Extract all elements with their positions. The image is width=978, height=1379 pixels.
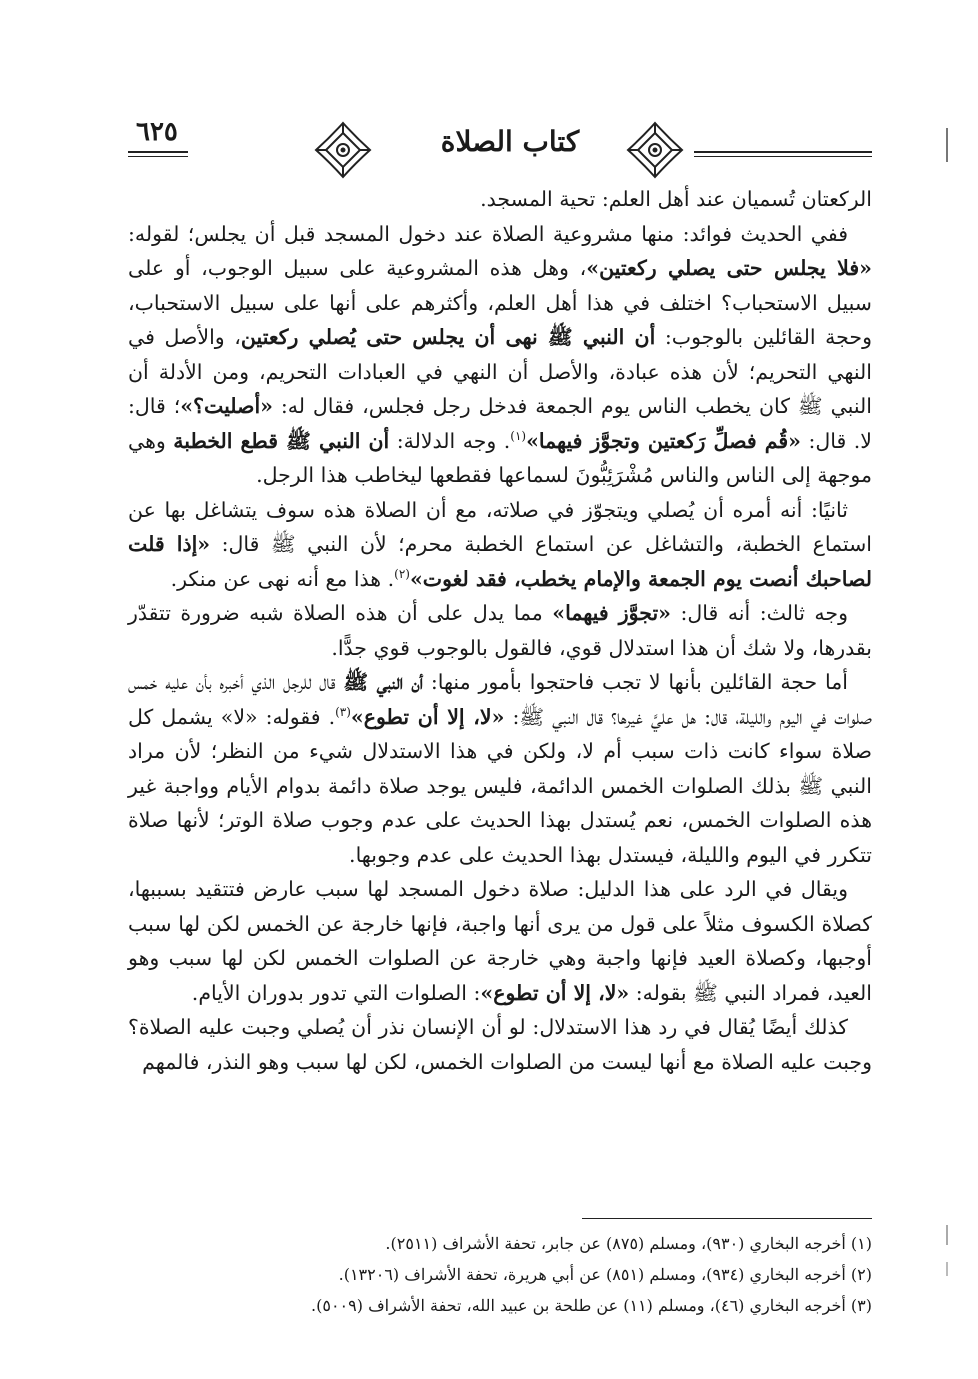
paragraph: أما حجة القائلين بأنها لا تجب فاحتجوا بأمور منها: أن النبي ﷺ قال للرجل الذي أخبره بأن عليه خمس صلوات في اليوم والليلة، قال: هل عليَّ غيرها؟ قال النبي ﷺ: «لا، إلا أن تطوع»$^{(٣)}$. فقوله: «لا» يشمل كل صلاة سواء كانت ذات سبب أم لا، ولكن في هذا الاستدلال شيء من النظر؛ لأن مراد النبي ﷺ بذلك الصلوات الخمس الدائمة، فليس يوجد صلاة دائمة بدوام الأيام وواجبة غير هذه الصلوات الخمس، نعم يُستدل بهذا الحديث على عدم وجوب صلاة الوتر؛ لأنها صلاة تتكرر في اليوم والليلة، فيستدل بهذا الحديث على عدم وجوبها. bbox=[128, 670, 872, 867]
main-text bbox=[128, 182, 872, 1079]
footnote-ref: (١) bbox=[510, 428, 527, 443]
paragraph: ففي الحديث فوائد: منها مشروعية الصلاة عند دخول المسجد قبل أن يجلس؛ لقوله: «فلا يجلس حتى يصلي ركعتين»، وهل هذه المشروعية على سبيل الوجوب، أو على سبيل الاستحباب؟ اختلف في هذا أهل العلم، وأكثرهم على أنها على سبيل الاستحباب، وحجة القائلين بالوجوب: أن النبي ﷺ نهى أن يجلس حتى يُصلي ركعتين، والأصل في النهي التحريم؛ لأن هذه عبادة، والأصل أن النهي في العبادات التحريم، ومن الأدلة أن النبي ﷺ كان يخطب الناس يوم الجمعة فدخل رجل فجلس، فقال له: «أصليت؟»؛ قال: لا. قال: «قُم فصلِّ رَكعتين وتجوَّز فيهما»$^{(١)}$. وجه الدلالة: أن النبي ﷺ قطع الخطبة وهي موجهة إلى الناس والناس مُشْرَئِبُّونَ لسماعها فقطعها ليخاطب هذا الرجل. bbox=[128, 221, 872, 487]
footnote: (٣) أخرجه البخاري (٤٦)، ومسلم (١١) عن طلحة بن عبيد الله، تحفة الأشراف (٥٠٠٩). bbox=[311, 1296, 872, 1315]
paragraph: ثانيًا: أنه أمره أن يُصلي ويتجوّز في صلاته، مع أن الصلاة هذه سوف يتشاغل بها عن استماع الخطبة، والتشاغل عن استماع الخطبة محرم؛ لأن النبي ﷺ قال: «إذا قلت لصاحبك أنصت يوم الجمعة والإمام يخطب، فقد لغوت»$^{(٢)}$. هذا مع أنه نهى عن منكر. bbox=[128, 497, 872, 591]
footnote-ref: (٢) bbox=[394, 566, 410, 581]
scan-edge-mark bbox=[946, 128, 948, 162]
footnote-divider bbox=[582, 1218, 872, 1219]
hadith-quote: «تجوَّز فيهما» bbox=[552, 601, 671, 625]
emphasis: أن النبي ﷺ قطع الخطبة bbox=[173, 428, 390, 453]
paragraph: الركعتان تُسميان عند أهل العلم: تحية المسجد. bbox=[480, 187, 872, 211]
paragraph: وجه ثالث: أنه قال: «تجوَّز فيهما» مما يدل على أن هذه الصلاة شبه ضرورة تتقدّر بقدرها، ولا شك أن هذا استدلال قوي، فالقول بالوجوب قوي جدًّا. bbox=[128, 601, 872, 660]
running-title: كتاب الصلاة bbox=[440, 125, 580, 158]
header-rule-left bbox=[128, 151, 188, 153]
hadith-quote: «إذا قلت لصاحبك أنصت يوم الجمعة والإمام يخطب، فقد لغوت» bbox=[128, 532, 872, 591]
emphasis: أن النبي ﷺ نهى أن يجلس حتى يُصلي ركعتين bbox=[240, 325, 656, 349]
hadith-quote: «لا، إلا أن تطوع» bbox=[480, 980, 630, 1005]
footnote-ref: (٣) bbox=[335, 704, 351, 719]
footnote: (١) أخرجه البخاري (٩٣٠)، ومسلم (٨٧٥) عن جابر، تحفة الأشراف (٢٥١١). bbox=[385, 1234, 872, 1253]
page-number: ٦٢٥ bbox=[136, 117, 178, 147]
header-rule-right bbox=[694, 151, 872, 153]
hadith-quote: «قُم فصلِّ رَكعتين وتجوَّز فيهما» bbox=[526, 428, 801, 453]
footnotes bbox=[128, 1228, 872, 1321]
paragraph: كذلك أيضًا يُقال في رد هذا الاستدلال: لو أن الإنسان نذر أن يُصلي وجبت عليه الصلاة؟ وجبت عليه الصلاة مع أنها ليست من الصلوات الخمس، لكن لها سبب وهو النذر، فالمهم bbox=[128, 1015, 872, 1074]
footnote: (٢) أخرجه البخاري (٩٣٤)، ومسلم (٨٥١) عن أبي هريرة، تحفة الأشراف (١٣٢٠٦). bbox=[338, 1265, 872, 1284]
hadith-quote: «أصليت؟» bbox=[180, 394, 273, 418]
arabesque-ornament-icon bbox=[312, 119, 374, 181]
paragraph: ويقال في الرد على هذا الدليل: صلاة دخول المسجد لها سبب عارض فتتقيد بسببها، كصلاة الكسوف مثلاً على قول من يرى أنها واجبة، فإنها خارجة عن الخمس لكن لها سبب أوجبها، وكصلاة العيد فإنها واجبة وهي خارجة عن الصلوات الخمس لكن لها سبب وهو العيد، فمراد النبي ﷺ بقوله: «لا، إلا أن تطوع»: الصلوات التي تدور بدوران الأيام. bbox=[128, 877, 872, 1005]
scan-edge-mark bbox=[946, 1225, 948, 1245]
hadith-quote: «لا، إلا أن تطوع» bbox=[350, 704, 505, 729]
scan-edge-mark bbox=[946, 1262, 948, 1276]
hadith-quote: «فلا يجلس حتى يصلي ركعتين» bbox=[586, 256, 872, 280]
emphasis: أن النبي ﷺ bbox=[343, 670, 423, 694]
page-header bbox=[128, 115, 872, 175]
